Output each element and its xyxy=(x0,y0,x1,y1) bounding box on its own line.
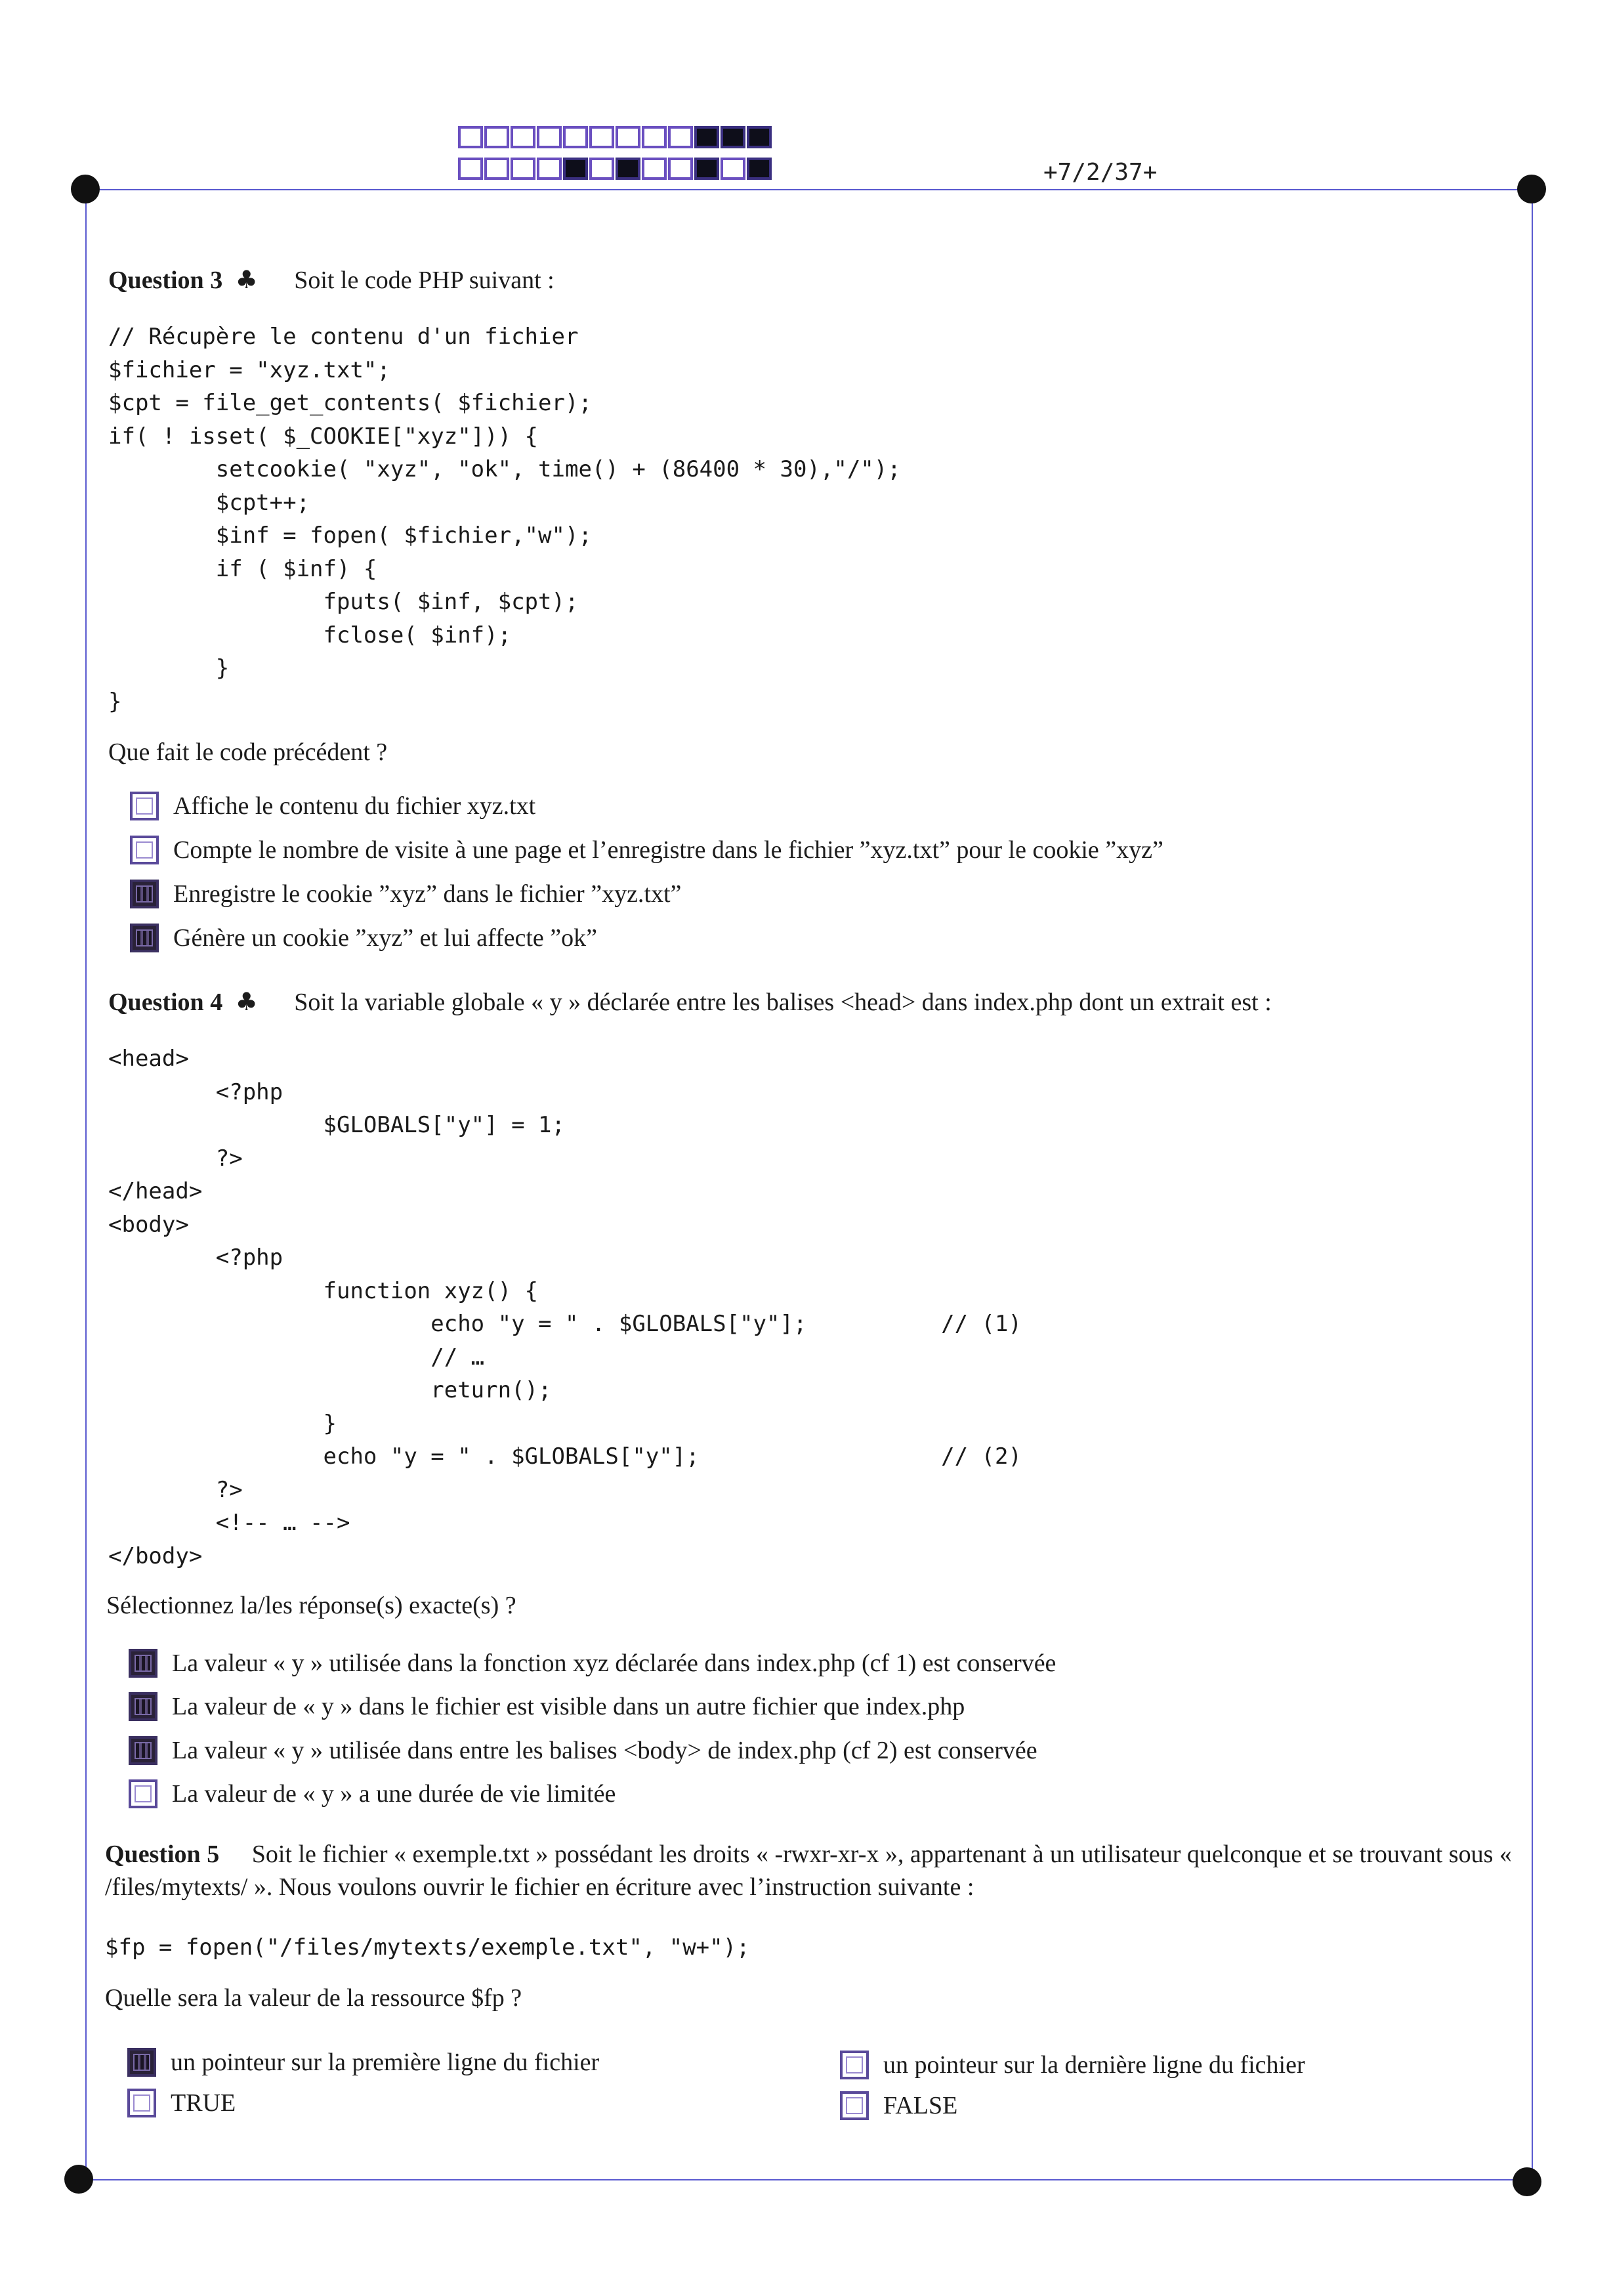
corner-mark-bottom-left xyxy=(64,2165,93,2194)
frame-bottom-line xyxy=(79,2179,1532,2180)
q4-answer-4[interactable] xyxy=(129,1779,616,1808)
checkbox[interactable] xyxy=(129,1779,157,1808)
grid-cell xyxy=(694,158,719,180)
grid-cell xyxy=(511,158,535,180)
answer-label: Enregistre le cookie ”xyz” dans le fichier ”xyz.txt” xyxy=(173,880,682,908)
grid-cell xyxy=(721,158,745,180)
grid-cell xyxy=(458,158,483,180)
grid-cell xyxy=(563,126,588,148)
q4-answer-2[interactable] xyxy=(129,1692,965,1721)
answer-label: Affiche le contenu du fichier xyz.txt xyxy=(173,792,536,820)
page-code-grid-row-2 xyxy=(458,158,773,180)
checkbox[interactable] xyxy=(130,836,159,864)
grid-cell xyxy=(458,126,483,148)
q5-answer-4[interactable] xyxy=(840,2091,957,2120)
page-code-grid-row-1 xyxy=(458,126,773,148)
question-5-header xyxy=(105,1838,1516,1903)
club-icon: ♣ xyxy=(235,987,258,1016)
answer-label: Compte le nombre de visite à une page et l’enregistre dans le fichier ”xyz.txt” pour le cookie ”xyz” xyxy=(173,836,1163,864)
answer-label: La valeur de « y » dans le fichier est visible dans un autre fichier que index.php xyxy=(172,1693,965,1720)
question-4-text: Soit la variable globale « y » déclarée entre les balises <head> dans index.php dont un extrait est : xyxy=(294,989,1272,1016)
page-id: +7/2/37+ xyxy=(1043,159,1158,186)
answer-label: La valeur « y » utilisée dans entre les balises <body> de index.php (cf 2) est conservée xyxy=(172,1737,1037,1764)
question-5-text: Soit le fichier « exemple.txt » possédant les droits « -rwxr-xr-x », appartenant à un utilisateur quelconque et se trouvant sous « /files/mytexts/ ». Nous voulons ouvrir le fichier en écriture avec l’instruction suivante : xyxy=(105,1840,1512,1901)
grid-cell xyxy=(537,158,562,180)
q4-answer-3[interactable] xyxy=(129,1736,1037,1765)
q5-answer-2[interactable] xyxy=(840,2051,1305,2079)
question-4-number: Question 4 xyxy=(108,989,223,1016)
grid-cell xyxy=(537,126,562,148)
answer-label: TRUE xyxy=(171,2089,236,2117)
q5-answer-3[interactable] xyxy=(127,2089,236,2117)
answer-label: un pointeur sur la première ligne du fichier xyxy=(171,2049,600,2076)
checkbox-checked[interactable] xyxy=(129,1736,157,1765)
question-3-prompt: Que fait le code précédent ? xyxy=(108,738,388,766)
grid-cell xyxy=(589,126,614,148)
grid-cell xyxy=(694,126,719,148)
question-3-header xyxy=(108,265,554,295)
checkbox-checked[interactable] xyxy=(130,924,159,952)
grid-cell xyxy=(747,126,772,148)
answer-label: un pointeur sur la dernière ligne du fichier xyxy=(883,2051,1305,2079)
q3-answer-1[interactable] xyxy=(130,792,535,820)
question-3-text: Soit le code PHP suivant : xyxy=(294,266,554,294)
club-icon: ♣ xyxy=(235,265,258,294)
grid-cell xyxy=(616,158,640,180)
grid-cell xyxy=(642,126,667,148)
frame-left-line xyxy=(85,189,87,2180)
checkbox[interactable] xyxy=(840,2051,869,2079)
checkbox[interactable] xyxy=(127,2089,156,2117)
corner-mark-top-left xyxy=(71,175,100,203)
corner-mark-top-right xyxy=(1517,175,1546,203)
checkbox[interactable] xyxy=(130,792,159,820)
answer-label: FALSE xyxy=(883,2092,958,2119)
question-3-number: Question 3 xyxy=(108,266,223,294)
question-5-prompt: Quelle sera la valeur de la ressource $fp ? xyxy=(105,1984,522,2012)
grid-cell xyxy=(668,126,693,148)
grid-cell xyxy=(484,126,509,148)
corner-mark-bottom-right xyxy=(1513,2167,1541,2196)
frame-top-line xyxy=(85,189,1532,190)
grid-cell xyxy=(616,126,640,148)
frame-right-line xyxy=(1532,189,1533,2180)
grid-cell xyxy=(721,126,745,148)
grid-cell xyxy=(484,158,509,180)
grid-cell xyxy=(511,126,535,148)
answer-label: La valeur de « y » a une durée de vie limitée xyxy=(172,1780,616,1808)
question-5-number: Question 5 xyxy=(105,1840,220,1868)
question-4-code: <head> <?php $GLOBALS["y"] = 1; ?> </head> <body> <?php function xyz() { echo "y = " . $GLOBALS["y"]; // (1) // … return(); } echo "y = " . $GLOBALS["y"]; // (2) ?> <!-- … --> </body> xyxy=(108,1046,1022,1569)
q3-answer-3[interactable] xyxy=(130,880,681,908)
question-4-prompt: Sélectionnez la/les réponse(s) exacte(s) ? xyxy=(106,1592,516,1619)
grid-cell xyxy=(563,158,588,180)
checkbox-checked[interactable] xyxy=(129,1692,157,1721)
q3-answer-4[interactable] xyxy=(130,924,597,952)
grid-cell xyxy=(642,158,667,180)
grid-cell xyxy=(747,158,772,180)
checkbox-checked[interactable] xyxy=(130,880,159,908)
checkbox[interactable] xyxy=(840,2091,869,2120)
question-3-code: // Récupère le contenu d'un fichier $fichier = "xyz.txt"; $cpt = file_get_contents( $fichier); if( ! isset( $_COOKIE["xyz"])) { setcookie( "xyz", "ok", time() + (86400 * 30),"/"); $cpt++; $inf = fopen( $fichier,"w"); if ( $inf) { fputs( $inf, $cpt); fclose( $inf); } } xyxy=(108,324,901,715)
answer-label: La valeur « y » utilisée dans la fonction xyz déclarée dans index.php (cf 1) est conservée xyxy=(172,1649,1057,1677)
grid-cell xyxy=(589,158,614,180)
q3-answer-2[interactable] xyxy=(130,836,1163,864)
answer-label: Génère un cookie ”xyz” et lui affecte ”ok” xyxy=(173,924,597,952)
q5-answer-1[interactable] xyxy=(127,2048,599,2077)
question-5-code: $fp = fopen("/files/mytexts/exemple.txt", "w+"); xyxy=(105,1934,750,1961)
checkbox-checked[interactable] xyxy=(127,2048,156,2077)
q4-answer-1[interactable] xyxy=(129,1649,1056,1678)
grid-cell xyxy=(668,158,693,180)
checkbox-checked[interactable] xyxy=(129,1649,157,1678)
question-4-header xyxy=(108,987,1272,1017)
